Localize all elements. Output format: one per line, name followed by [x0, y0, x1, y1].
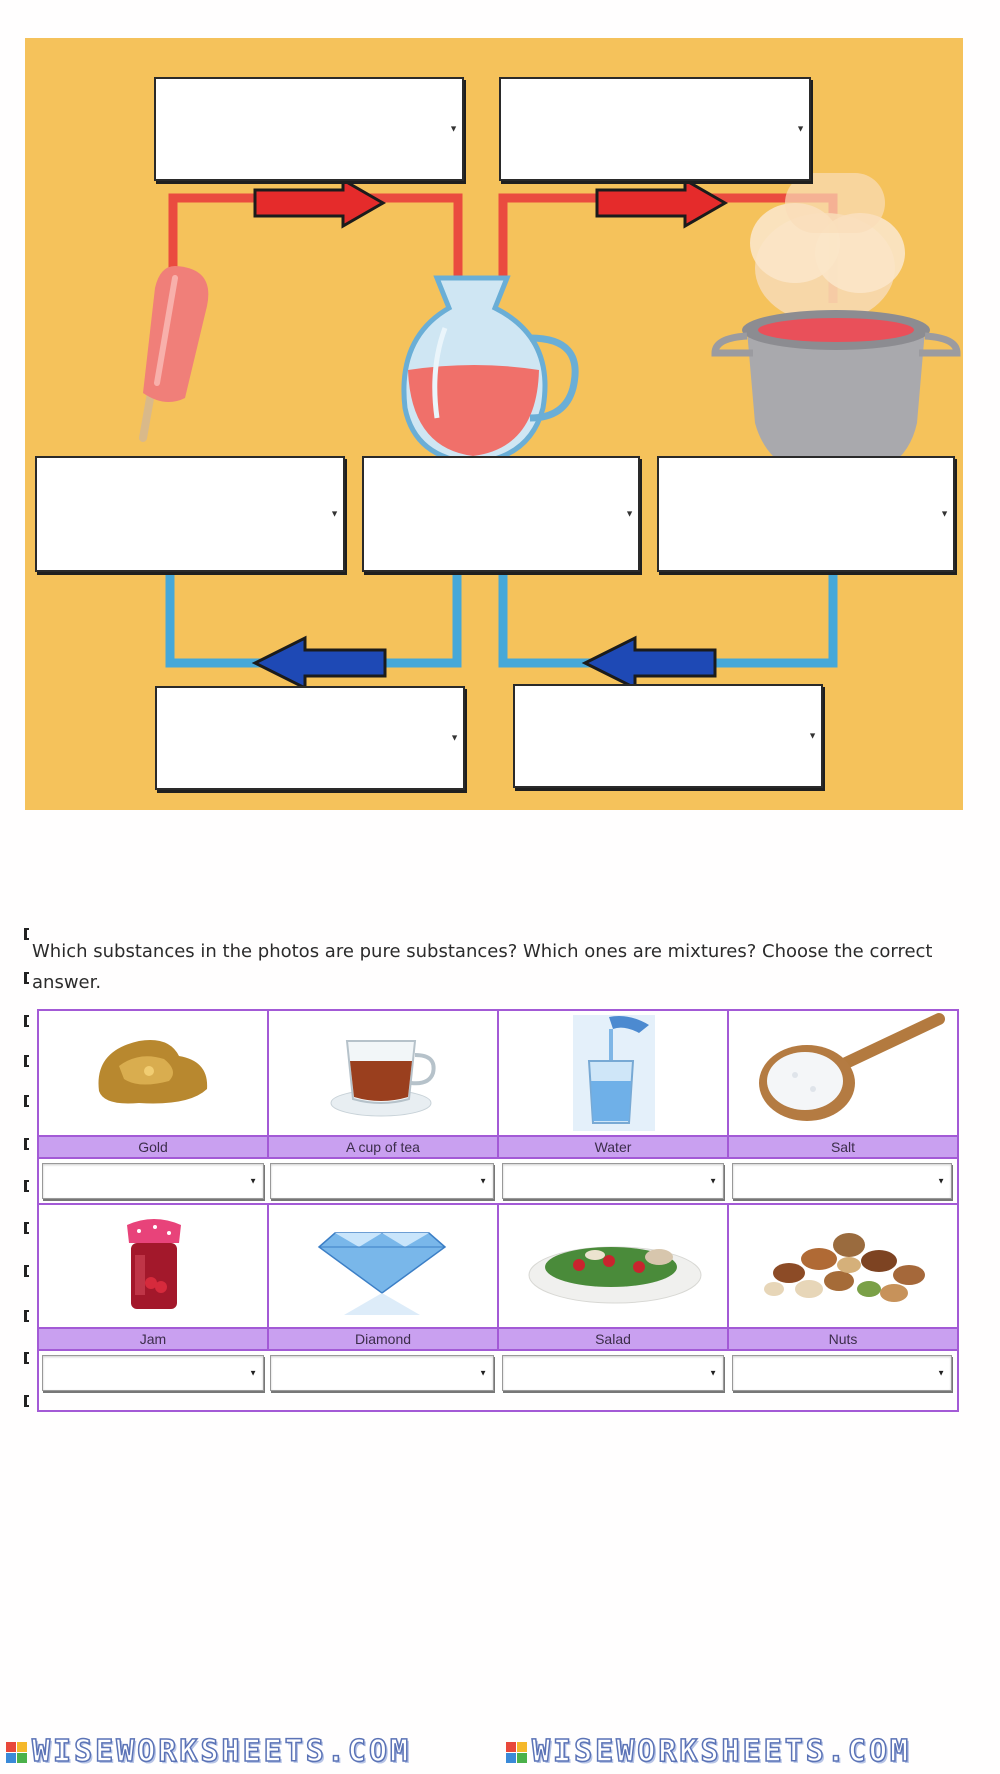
chevron-down-icon: ▼ — [450, 732, 459, 743]
boiling-pot-icon — [715, 173, 957, 480]
image-cell — [39, 1011, 269, 1135]
margin-mark — [24, 1138, 29, 1150]
jam-jar-icon — [39, 1205, 267, 1327]
answer-select-salad[interactable] — [502, 1355, 724, 1391]
chevron-down-icon: ▼ — [449, 123, 458, 134]
margin-mark — [24, 1310, 29, 1322]
image-cell — [269, 1011, 499, 1135]
gold-nugget-icon — [39, 1011, 267, 1135]
answer-row — [39, 1351, 957, 1395]
item-label-nuts: Nuts — [828, 1331, 858, 1347]
top-blank-2[interactable] — [499, 77, 811, 181]
red-arrow-icon — [597, 180, 725, 226]
chevron-down-icon: ▼ — [937, 1176, 945, 1186]
middle-blank-2[interactable] — [362, 456, 640, 572]
tea-cup-icon — [269, 1011, 497, 1135]
answer-select-nuts[interactable] — [732, 1355, 952, 1391]
image-cell — [39, 1203, 269, 1327]
bottom-blank-2[interactable] — [513, 684, 823, 788]
bottom-blank-1[interactable] — [155, 686, 465, 790]
answer-select-jam[interactable] — [42, 1355, 264, 1391]
chevron-down-icon: ▼ — [937, 1368, 945, 1378]
item-label-salt: Salt — [830, 1139, 856, 1155]
blue-arrow-icon — [585, 638, 715, 688]
image-cell — [499, 1011, 729, 1135]
image-cell — [499, 1203, 729, 1327]
item-label-jam: Jam — [39, 1329, 269, 1349]
water-jug-icon — [404, 278, 575, 463]
margin-mark — [24, 1055, 29, 1067]
margin-mark — [24, 1395, 29, 1407]
margin-mark — [24, 1095, 29, 1107]
image-cell — [729, 1203, 957, 1327]
answer-select-gold[interactable] — [42, 1163, 264, 1199]
salad-plate-icon — [499, 1205, 727, 1327]
middle-blank-3[interactable] — [657, 456, 955, 572]
margin-mark — [24, 1015, 29, 1027]
wiseworksheets-logo-icon — [6, 1742, 28, 1764]
cooling-path — [170, 573, 833, 663]
margin-mark — [24, 1222, 29, 1234]
chevron-down-icon: ▼ — [249, 1176, 257, 1186]
wiseworksheets-logo-icon — [506, 1742, 528, 1764]
chevron-down-icon: ▼ — [479, 1176, 487, 1186]
footer-watermark — [0, 1730, 1000, 1774]
label-row — [39, 1327, 957, 1351]
chevron-down-icon: ▼ — [625, 508, 634, 519]
margin-mark — [24, 928, 29, 940]
margin-mark — [24, 972, 29, 984]
margin-mark — [24, 1180, 29, 1192]
answer-select-salt[interactable] — [732, 1163, 952, 1199]
chevron-down-icon: ▼ — [796, 123, 805, 134]
chevron-down-icon: ▼ — [249, 1368, 257, 1378]
chevron-down-icon: ▼ — [709, 1176, 717, 1186]
chevron-down-icon: ▼ — [479, 1368, 487, 1378]
substances-grid — [37, 1009, 959, 1412]
chevron-down-icon: ▼ — [940, 508, 949, 519]
diamond-icon — [269, 1205, 497, 1327]
margin-mark — [24, 1265, 29, 1277]
answer-select-water[interactable] — [502, 1163, 724, 1199]
answer-select-tea[interactable] — [270, 1163, 494, 1199]
item-label-gold: Gold — [39, 1137, 269, 1157]
salt-spoon-icon — [729, 1011, 957, 1135]
red-arrow-icon — [255, 180, 383, 226]
image-cell — [729, 1011, 957, 1135]
top-blank-1[interactable] — [154, 77, 464, 181]
answer-row — [39, 1159, 957, 1203]
item-label-diamond: Diamond — [269, 1329, 499, 1349]
middle-blank-1[interactable] — [35, 456, 345, 572]
margin-mark — [24, 1352, 29, 1364]
label-row — [39, 1135, 957, 1159]
water-glass-icon — [499, 1011, 727, 1135]
nuts-pile-icon — [729, 1205, 957, 1327]
answer-select-diamond[interactable] — [270, 1355, 494, 1391]
states-of-matter-diagram — [25, 38, 963, 810]
item-label-tea: A cup of tea — [269, 1137, 499, 1157]
chevron-down-icon: ▼ — [808, 730, 817, 741]
brand-text: WISEWORKSHEETS.COM — [32, 1734, 412, 1769]
item-label-water: Water — [499, 1137, 729, 1157]
popsicle-icon — [143, 266, 208, 438]
image-cell — [269, 1203, 499, 1327]
chevron-down-icon: ▼ — [709, 1368, 717, 1378]
blue-arrow-icon — [255, 638, 385, 688]
question-text: Which substances in the photos are pure substances? Which ones are mixtures? Choose the correct answer. — [32, 941, 933, 993]
chevron-down-icon: ▼ — [330, 508, 339, 519]
brand-text: WISEWORKSHEETS.COM — [532, 1734, 912, 1769]
item-label-salad: Salad — [499, 1329, 729, 1349]
